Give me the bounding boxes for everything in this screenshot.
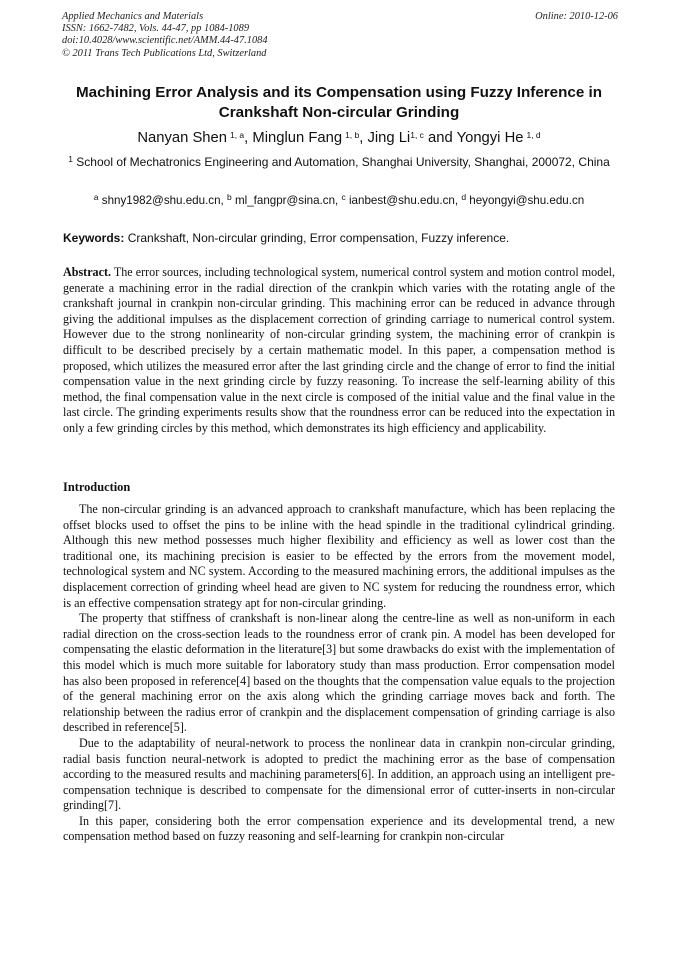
- abstract-label: Abstract.: [63, 265, 112, 279]
- email-address[interactable]: ianbest@shu.edu.cn: [348, 194, 455, 207]
- email-address[interactable]: heyongyi@shu.edu.cn: [469, 194, 585, 207]
- affiliation-text: School of Mechatronics Engineering and Automation, Shanghai University, Shanghai, 200072, China: [76, 155, 610, 169]
- email-sup: d: [461, 192, 467, 202]
- abstract-paragraph: [63, 265, 615, 437]
- author-separator: and: [423, 130, 457, 146]
- author-name: Nanyan Shen: [137, 130, 227, 146]
- paper-title: Machining Error Analysis and its Compensation using Fuzzy Inference in Crankshaft Non-circular Grinding: [75, 84, 603, 121]
- paragraph: Due to the adaptability of neural-network to process the nonlinear data in crankpin non-circular grinding, radial basis function neural-network is adopted to predict the machining error as the base of compensation according to the measured results and machining parameters[6]. In addition, an approach using an intelligent pre-compensation technique is described to compensate for the dimensional error of cutter-inserts in non-circular grinding[7].: [63, 735, 615, 813]
- online-date: Online: 2010-12-06: [535, 11, 618, 22]
- author-sup: 1, c: [410, 130, 424, 140]
- author-list: [40, 129, 638, 147]
- paragraph: The property that stiffness of crankshaft is non-linear along the centre-line as well as non-uniform in each radial direction on the cross-section leads to the roundness error of crank pin. A model has been developed for compensating the elastic deformation in the literature[3] but some drawbacks do exist with the implementation of this model which is much more suitable for laboratory study than mass production. Error compensation model has also been proposed in reference[4] based on the thoughts that the compensation value equals to the projection of the general machining error on the axis along which the grinding carriage moves back and forth. The relationship between the radius error of crankpin and the displacement compensation of grinding carriage is also described in reference[5].: [63, 611, 615, 735]
- author-name: Minglun Fang: [252, 130, 343, 146]
- author-sup: 1, d: [526, 130, 541, 140]
- journal-name: Applied Mechanics and Materials: [62, 11, 204, 22]
- author-separator: ,: [244, 130, 253, 146]
- keywords-text: Crankshaft, Non-circular grinding, Error compensation, Fuzzy inference.: [127, 231, 510, 245]
- copyright-line: © 2011 Trans Tech Publications Ltd, Switzerland: [62, 47, 267, 59]
- author-sup: 1, b: [345, 130, 360, 140]
- email-sup: c: [341, 192, 346, 202]
- doi-line: doi:10.4028/www.scientific.net/AMM.44-47.1084: [62, 35, 268, 47]
- introduction-body: [63, 502, 615, 845]
- author-name: Jing Li: [367, 130, 411, 146]
- author: [367, 130, 456, 146]
- journal-header: [62, 11, 618, 60]
- email-address[interactable]: ml_fangpr@sina.cn: [234, 194, 336, 207]
- abstract-text: The error sources, including technological system, numerical control system and motion control model, generate a machining error in the radial direction of the crankpin which varies with the rotating angle of the crankshaft journal in crankpin non-circular grinding. This machining error can be reduced in advance through giving the additional impulses as the displacement correction of grinding carriage to numerical control system. However due to the strong nonlinearity of non-circular grinding system, the machining error of crankpin is difficult to be described precisely by a certain mathematic model. In this paper, a compensation method is proposed, which utilizes the measured error after the last grinding circle and the change of error to find the initial compensation value in the next grinding circle by fuzzy reasoning. To increase the self-learning ability of this method, the final compensation value in the next circle is composed of the initial value and the final value in the last circle. The grinding experiments results show that the roundness error can be reduced into the expectation in only a few grinding circles by this method, which demonstrates its high efficiency and applicability.: [63, 265, 615, 435]
- email-sup: a: [93, 192, 99, 202]
- email-list: $^a$ shny1982@shu.edu.cn, $^b$ ml_fangpr@sina.cn, $^c$ ianbest@shu.edu.cn, $^d$ heyongyi@shu.edu.cn: [93, 192, 585, 207]
- paragraph: In this paper, considering both the error compensation experience and its developmental trend, a new compensation method based on fuzzy reasoning and self-learning for crankpin non-circular: [63, 813, 615, 844]
- section-heading-introduction: Introduction: [63, 480, 131, 494]
- author: [252, 130, 367, 146]
- email-sup: b: [227, 192, 232, 202]
- affiliation: [64, 155, 614, 171]
- author: [457, 130, 541, 146]
- author-name: Yongyi He: [456, 130, 524, 146]
- keywords-label: Keywords:: [63, 231, 125, 245]
- affiliation-sup: 1: [68, 154, 73, 164]
- author-sup: 1, a: [229, 130, 245, 140]
- keywords: [63, 231, 615, 246]
- author-separator: ,: [359, 130, 368, 146]
- issn-line: ISSN: 1662-7482, Vols. 44-47, pp 1084-1089: [62, 23, 250, 35]
- email-address[interactable]: shny1982@shu.edu.cn: [101, 194, 221, 207]
- abstract: [63, 265, 615, 437]
- author: [137, 130, 252, 146]
- paragraph: The non-circular grinding is an advanced approach to crankshaft manufacture, which has been replacing the offset blocks used to offset the pins to be inline with the head spindle in the traditional cylindrical grinding. Although this new method possesses much higher flexibility and efficiency as well as lower cost than the traditional one, its machining precision is easier to be effected by the errors from the movement model, technological system and NC system. According to the measured machining errors, the additional impulses as the displacement correction of grinding wheel head are given to NC system for reducing the roundness error, which is an effective compensation strategy apt for non-circular grinding.: [63, 502, 615, 610]
